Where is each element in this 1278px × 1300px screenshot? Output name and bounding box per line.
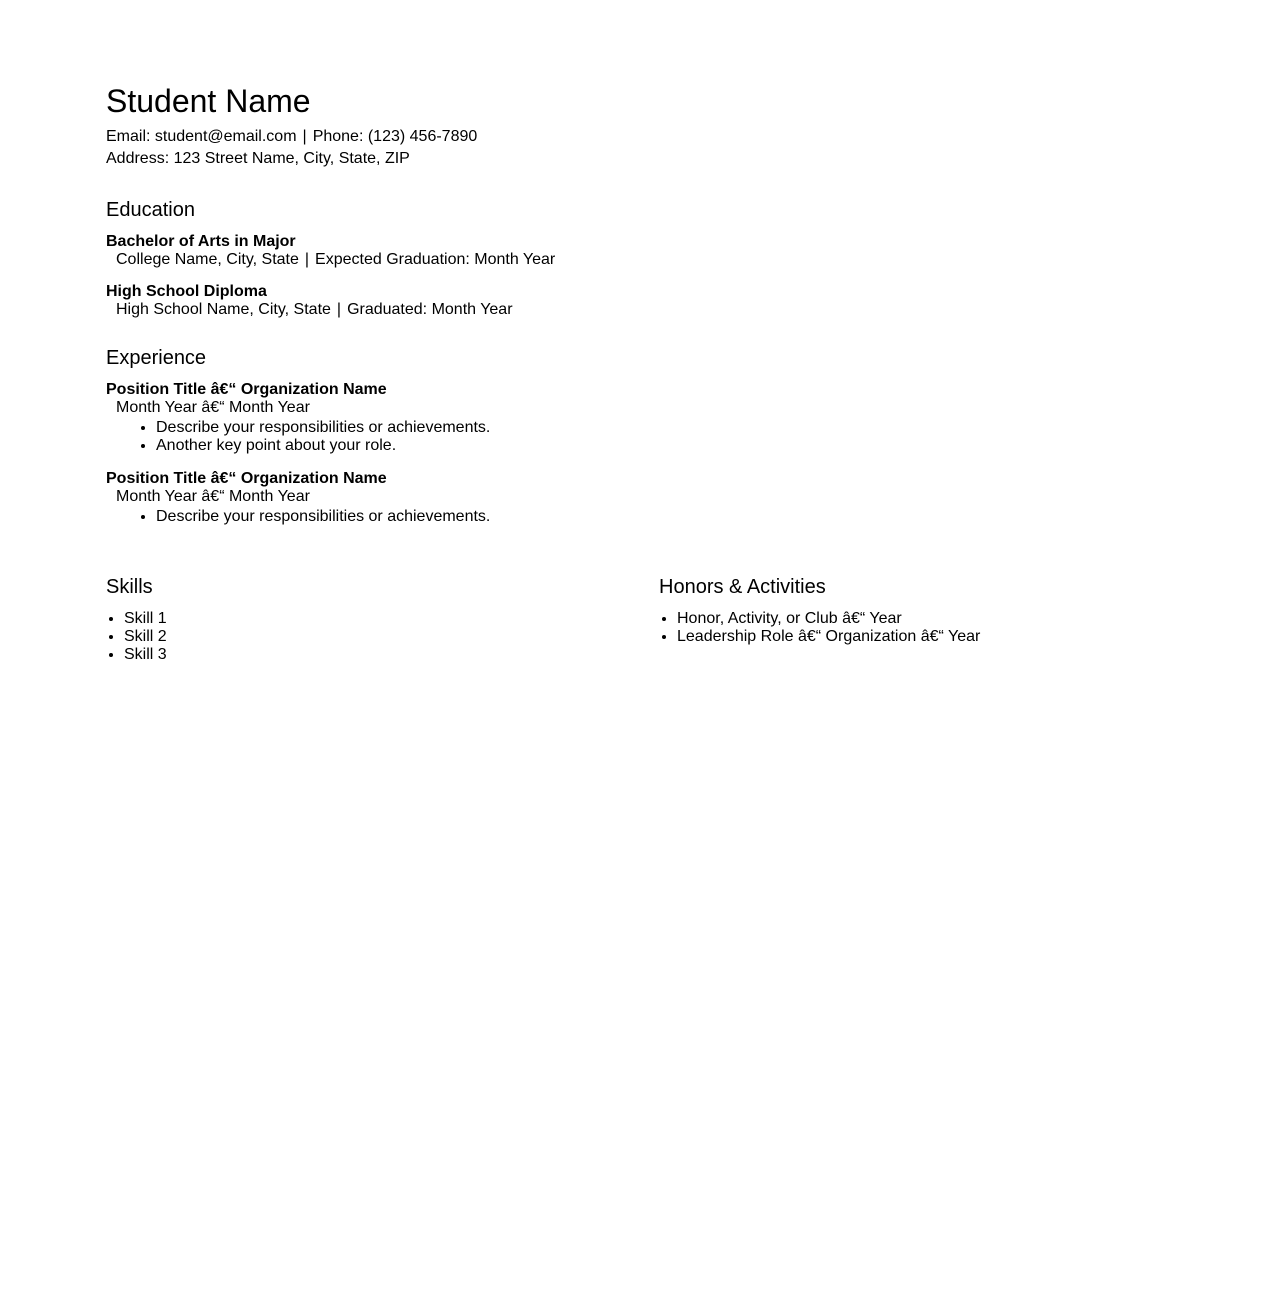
responsibility-list [106, 508, 490, 526]
experience-heading: Experience [106, 347, 207, 369]
degree-title: Bachelor of Arts in Major [106, 233, 296, 250]
degree-title: High School Diploma [106, 283, 267, 300]
skills-heading: Skills [106, 576, 153, 598]
list-item: • Leadership Role â€“ Organization â€“ Year [677, 628, 980, 646]
list-item: • Skill 3 [124, 646, 167, 664]
position-title: Position Title â€“ Organization Name [106, 470, 387, 487]
separator: | [304, 251, 310, 268]
address: Address: 123 Street Name, City, State, ZIP [106, 150, 410, 167]
student-name: Student Name [106, 83, 311, 119]
experience-entry [106, 381, 490, 455]
list-item: • Describe your responsibilities or achievements. [156, 419, 490, 437]
list-item: • Honor, Activity, or Club â€“ Year [677, 610, 980, 628]
list-item: • Describe your responsibilities or achievements. [156, 508, 490, 526]
separator: | [302, 128, 307, 145]
degree-details [106, 301, 513, 319]
email: Email: student@email.com [106, 128, 297, 145]
skills-list [106, 610, 167, 664]
separator: | [336, 301, 342, 318]
graduation-date: Graduated: Month Year [347, 301, 513, 318]
degree-details [106, 251, 555, 269]
school-name: College Name, City, State [116, 251, 299, 268]
contact-info [106, 126, 477, 170]
responsibility-list [106, 419, 490, 455]
position-title: Position Title â€“ Organization Name [106, 381, 387, 398]
list-item: • Another key point about your role. [156, 437, 490, 455]
school-name: High School Name, City, State [116, 301, 331, 318]
honors-list [659, 610, 980, 646]
phone: Phone: (123) 456-7890 [312, 128, 478, 145]
education-entry [106, 283, 513, 319]
experience-entry [106, 470, 490, 526]
education-heading: Education [106, 199, 195, 221]
position-dates: Month Year â€“ Month Year [116, 399, 310, 416]
position-dates: Month Year â€“ Month Year [116, 488, 310, 505]
honors-heading: Honors & Activities [659, 576, 826, 598]
graduation-date: Expected Graduation: Month Year [315, 251, 556, 268]
contact-line [106, 126, 477, 148]
list-item: • Skill 2 [124, 628, 167, 646]
list-item: • Skill 1 [124, 610, 167, 628]
education-entry [106, 233, 555, 269]
